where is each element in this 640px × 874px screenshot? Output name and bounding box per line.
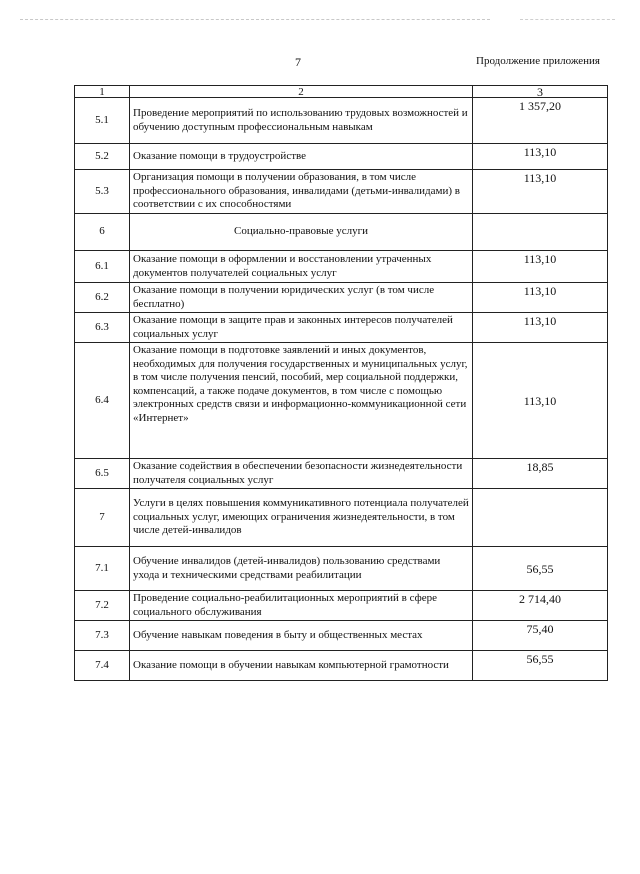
continuation-label: Продолжение приложения [476, 55, 600, 67]
service-price: 18,85 [473, 459, 608, 489]
table-row [75, 251, 608, 283]
service-price: 113,10 [473, 343, 608, 459]
service-price: 113,10 [473, 144, 608, 170]
service-price: 2 714,40 [473, 591, 608, 621]
table-row [75, 170, 608, 214]
row-number: 5.2 [75, 144, 130, 170]
service-name: Проведение мероприятий по использованию трудовых возможностей и обучению доступным профессиональным навыкам [130, 98, 473, 144]
service-price: 1 357,20 [473, 98, 608, 144]
row-number: 7.4 [75, 651, 130, 681]
service-name: Оказание помощи в защите прав и законных интересов получателей социальных услуг [130, 313, 473, 343]
scan-edge-line [20, 19, 490, 20]
row-number: 7.2 [75, 591, 130, 621]
row-number: 6.3 [75, 313, 130, 343]
service-price: 56,55 [473, 547, 608, 591]
page-number: 7 [295, 55, 301, 69]
column-header: 1 [75, 86, 130, 98]
service-name: Услуги в целях повышения коммуникативного потенциала получателей социальных услуг, имеющих ограничения жизнедеятельности, в том числе детей-инвалидов [130, 489, 473, 547]
service-name: Оказание помощи в оформлении и восстановлении утраченных документов получателей социальных услуг [130, 251, 473, 283]
service-name: Обучение навыкам поведения в быту и общественных местах [130, 621, 473, 651]
row-number: 7.1 [75, 547, 130, 591]
service-price [473, 489, 608, 547]
table-row [75, 489, 608, 547]
service-name: Оказание содействия в обеспечении безопасности жизнедеятельности получателя социальных услуг [130, 459, 473, 489]
row-number: 7.3 [75, 621, 130, 651]
table-row [75, 651, 608, 681]
service-price: 113,10 [473, 313, 608, 343]
section-title: Социально-правовые услуги [130, 214, 473, 251]
table-header-row [75, 86, 608, 98]
service-name: Оказание помощи в обучении навыкам компьютерной грамотности [130, 651, 473, 681]
service-name: Организация помощи в получении образования, в том числе профессионального образования, инвалидами (детьми-инвалидами) в соответствии с их способностями [130, 170, 473, 214]
services-table [74, 85, 608, 681]
service-name: Проведение социально-реабилитационных мероприятий в сфере социального обслуживания [130, 591, 473, 621]
service-name: Обучение инвалидов (детей-инвалидов) пользованию средствами ухода и техническими средствами реабилитации [130, 547, 473, 591]
row-number: 6.5 [75, 459, 130, 489]
row-number: 5.3 [75, 170, 130, 214]
service-price: 56,55 [473, 651, 608, 681]
row-number: 7 [75, 489, 130, 547]
column-header: 2 [130, 86, 473, 98]
row-number: 6.2 [75, 283, 130, 313]
service-price: 113,10 [473, 170, 608, 214]
service-price: 75,40 [473, 621, 608, 651]
service-name: Оказание помощи в подготовке заявлений и иных документов, необходимых для получения государственных и муниципальных услуг, в том числе получения пенсий, пособий, мер социальной поддержки, компенсаций, а также подаче документов, в том числе с помощью электронных средств связи и информационно-коммуникационной сети «Интернет» [130, 343, 473, 459]
table-row [75, 459, 608, 489]
service-price: 113,10 [473, 283, 608, 313]
table-row [75, 591, 608, 621]
table-row [75, 313, 608, 343]
table-row [75, 214, 608, 251]
table-row [75, 343, 608, 459]
row-number: 6 [75, 214, 130, 251]
table-row [75, 98, 608, 144]
service-name: Оказание помощи в получении юридических услуг (в том числе бесплатно) [130, 283, 473, 313]
row-number: 6.4 [75, 343, 130, 459]
service-price [473, 214, 608, 251]
table-row [75, 283, 608, 313]
table-row [75, 621, 608, 651]
row-number: 5.1 [75, 98, 130, 144]
service-price: 113,10 [473, 251, 608, 283]
column-header: 3 [473, 86, 608, 98]
scan-edge-line [520, 19, 615, 20]
service-name: Оказание помощи в трудоустройстве [130, 144, 473, 170]
table-row [75, 144, 608, 170]
row-number: 6.1 [75, 251, 130, 283]
table-row [75, 547, 608, 591]
